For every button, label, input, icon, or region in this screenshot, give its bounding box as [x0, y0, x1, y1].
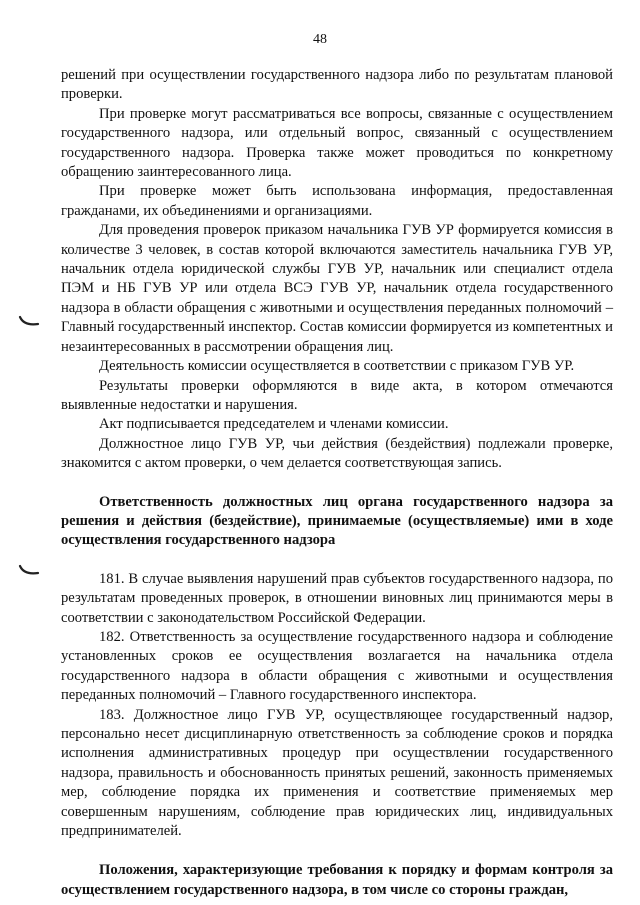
margin-mark-icon [18, 564, 40, 576]
paragraph: При проверке могут рассматриваться все вопросы, связанные с осуществлением государственного надзора, или отдельный вопрос, связанный с осуществлением государственного надзора. Проверка также может проводиться по конкретному обращению заинтересованного лица. [61, 105, 613, 181]
paragraph: Акт подписывается председателем и членами комиссии. [99, 416, 449, 433]
paragraph: 183. Должностное лицо ГУВ УР, осуществляющее государственный надзор, персонально несет дисциплинарную ответственность за соблюдение сроков и порядка исполнения административных процедур при осуществлении государственного надзора, правильность и обоснованность принятых решений, законность применяемых мер, соблюдение порядка их применения и соответствие применяемых мер совершенным нарушениям, соблюдение прав юридических лиц, индивидуальных предпринимателей. [61, 706, 613, 840]
paragraph: При проверке может быть использована информация, предоставленная гражданами, их объединениями и организациями. [61, 183, 613, 219]
paragraph: 182. Ответственность за осуществление государственного надзора и соблюдение установленных сроков ее осуществления возлагается на начальника отдела государственного надзора в области обращения с животными и осуществления переданных полномочий – Главного государственного инспектора. [61, 628, 613, 704]
paragraph: Должностное лицо ГУВ УР, чьи действия (бездействия) подлежали проверке, знакомится с актом проверки, о чем делается соответствующая запись. [61, 435, 613, 472]
margin-mark-icon [18, 315, 40, 327]
paragraph: Результаты проверки оформляются в виде акта, в котором отмечаются выявленные недостатки и нарушения. [61, 377, 613, 413]
paragraph: решений при осуществлении государственного надзора либо по результатам плановой проверки. [61, 67, 613, 103]
section-heading: Ответственность должностных лиц органа государственного надзора за решения и действия (бездействие), принимаемые (осуществляемые) ими в ходе осуществления государственного надзора [61, 493, 613, 549]
paragraph: 181. В случае выявления нарушений прав субъектов государственного надзора, по результатам проведенных проверок, в отношении виновных лиц принимаются меры в соответствии с законодательством Российской Федерации. [61, 570, 613, 626]
paragraph: Деятельность комиссии осуществляется в соответствии с приказом ГУВ УР. [99, 358, 575, 375]
paragraph: Для проведения проверок приказом начальника ГУВ УР формируется комиссия в количестве 3 человек, в состав которой включаются заместитель начальника ГУВ УР, начальник отдела юридической службы ГУВ УР, начальник или специалист отдела ПЭМ и НБ ГУВ УР или отдела ВСЭ ГУВ УР, начальник отдела государственного надзора в области обращения с животными и осуществления переданных полномочий – Главный государственный инспектор. Состав комиссии формируется из компетентных и незаинтересованных в рассмотрении обращения лиц. [61, 222, 613, 355]
page-number: 48 [313, 32, 327, 47]
section-heading: Положения, характеризующие требования к порядку и формам контроля за осуществлением государственного надзора, в том числе со стороны граждан, [61, 862, 613, 898]
document-body [61, 66, 613, 900]
